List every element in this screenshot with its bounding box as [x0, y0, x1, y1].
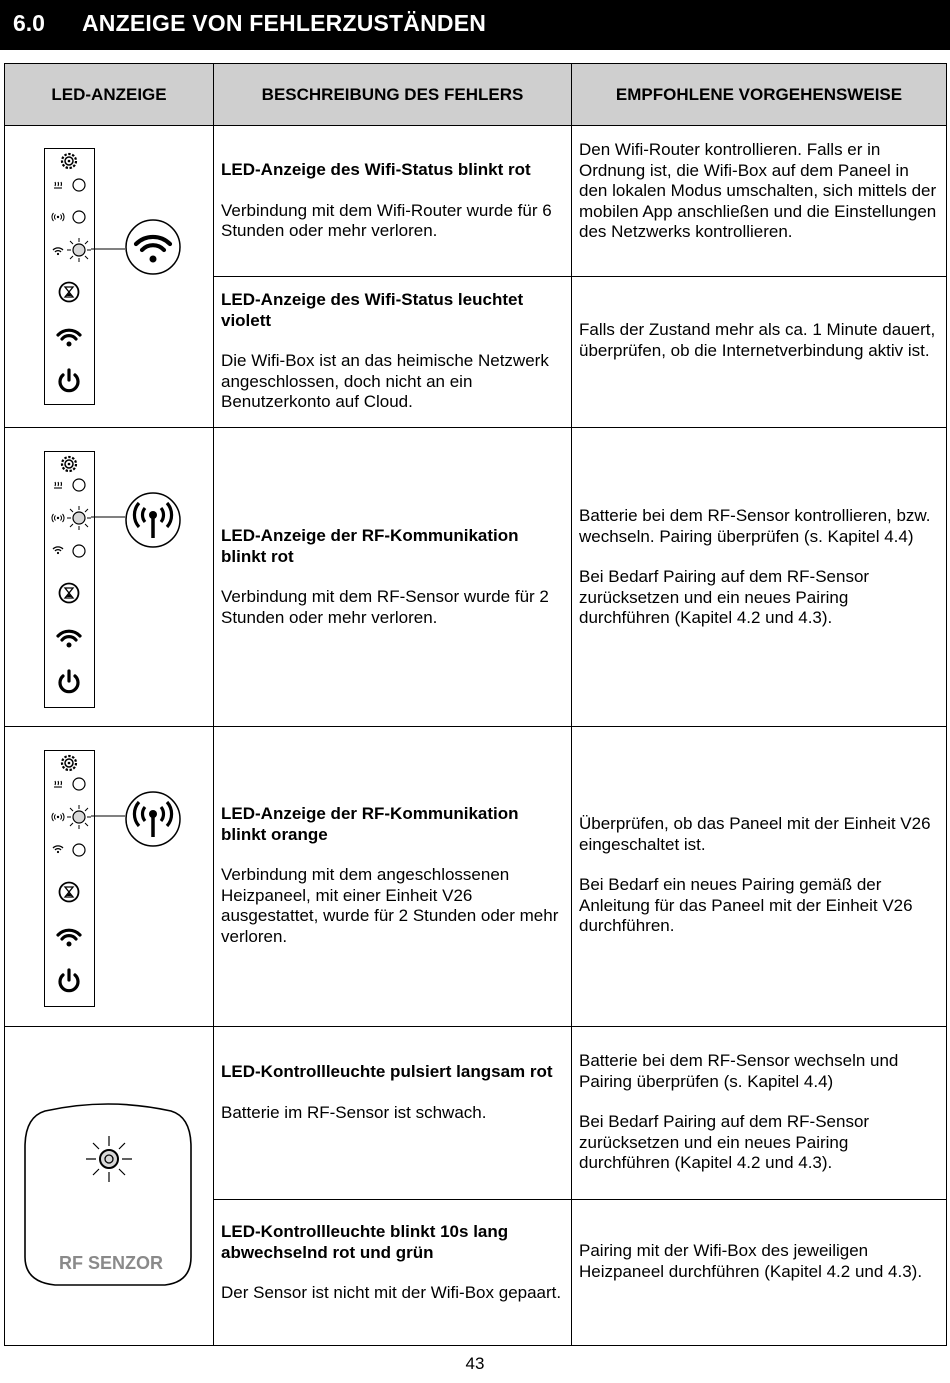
error-text: Die Wifi-Box ist an das heimische Netzwerk angeschlossen, doch nicht an ein Benutzerkonto auf Cloud.: [221, 351, 549, 411]
error-table: [4, 63, 947, 1346]
recommended-action-cell: [572, 1200, 947, 1346]
led-indicator-cell: [5, 727, 214, 1027]
power-icon: [60, 970, 78, 991]
recommended-action-cell: [572, 126, 947, 277]
error-title: LED-Kontrollleuchte blinkt 10s lang abwechselnd rot und grün: [221, 1222, 509, 1262]
action-text: Falls der Zustand mehr als ca. 1 Minute dauert, überprüfen, ob die Internetverbindung aktiv ist.: [579, 320, 936, 360]
error-title: LED-Anzeige des Wifi-Status leuchtet violett: [221, 290, 524, 330]
action-text-2: Bei Bedarf ein neues Pairing gemäß der Anleitung für das Paneel mit der Einheit V26 durchführen.: [579, 875, 913, 935]
page-number: 43: [465, 1354, 485, 1373]
error-title: LED-Anzeige des Wifi-Status blinkt rot: [221, 160, 531, 179]
recommended-action-cell: [572, 277, 947, 428]
error-title: LED-Anzeige der RF-Kommunikation blinkt rot: [221, 526, 519, 566]
recommended-action-cell: [572, 428, 947, 727]
led-indicator-cell: [5, 428, 214, 727]
error-title: LED-Kontrollleuchte pulsiert langsam rot: [221, 1062, 553, 1081]
action-text: Den Wifi-Router kontrollieren. Falls er in Ordnung ist, die Wifi-Box auf dem Paneel in den lokalen Modus umschalten, sich mittels der mobilen App anschließen und die Einstellungen des Netzwerks kontrollieren.: [579, 140, 937, 241]
error-title: LED-Anzeige der RF-Kommunikation blinkt orange: [221, 804, 519, 844]
sensor-label: RF SENZOR: [58, 1253, 164, 1273]
error-description-cell: [214, 1200, 572, 1346]
error-text: Der Sensor ist nicht mit der Wifi-Box gepaart.: [221, 1283, 562, 1302]
table-row: [5, 1027, 947, 1200]
error-text: Verbindung mit dem RF-Sensor wurde für 2 Stunden oder mehr verloren.: [221, 587, 549, 627]
action-text-2: Bei Bedarf Pairing auf dem RF-Sensor zurücksetzen und ein neues Pairing durchführen (Kapitel 4.2 und 4.3).: [579, 1112, 870, 1172]
rf-antenna-icon: [126, 493, 180, 547]
error-text: Verbindung mit dem Wifi-Router wurde für 6 Stunden oder mehr verloren.: [221, 200, 552, 240]
rf-sensor-device: [5, 1027, 214, 1345]
error-text: Verbindung mit dem angeschlossenen Heizpaneel, mit einer Einheit V26 ausgestattet, wurde für 2 Stunden oder mehr verloren.: [221, 865, 559, 946]
power-icon: [60, 671, 78, 692]
error-text: Batterie im RF-Sensor ist schwach.: [221, 1102, 487, 1122]
action-text-2: Bei Bedarf Pairing auf dem RF-Sensor zurücksetzen und ein neues Pairing durchführen (Kapitel 4.2 und 4.3).: [579, 567, 870, 627]
recommended-action-cell: [572, 727, 947, 1027]
section-title: ANZEIGE VON FEHLERZUSTÄNDEN: [82, 10, 487, 36]
table-row: [5, 126, 947, 277]
error-description-cell: [214, 428, 572, 727]
recommended-action-cell: [572, 1027, 947, 1200]
error-description-cell: [214, 126, 572, 277]
table-header-row: [5, 64, 947, 126]
wifi-icon: [58, 930, 80, 946]
callout: [5, 428, 214, 628]
header-error-description: BESCHREIBUNG DES FEHLERS: [214, 64, 572, 126]
led-indicator-cell: [5, 126, 214, 428]
action-text: Überprüfen, ob das Paneel mit der Einheit V26 eingeschaltet ist.: [579, 814, 931, 854]
led-indicator-cell: [5, 1027, 214, 1346]
rf-antenna-icon: [126, 792, 180, 846]
error-description-cell: [214, 1027, 572, 1200]
callout: [5, 126, 214, 426]
action-text: Batterie bei dem RF-Sensor wechseln und Pairing überprüfen (s. Kapitel 4.4): [579, 1051, 899, 1091]
section-header: [0, 0, 950, 50]
table-row: [5, 428, 947, 727]
header-recommended-action: EMPFOHLENE VORGEHENSWEISE: [572, 64, 947, 126]
section-number: 6.0: [13, 10, 45, 36]
callout: [5, 727, 214, 927]
error-description-cell: [214, 277, 572, 428]
wifi-icon: [126, 220, 180, 274]
error-description-cell: [214, 727, 572, 1027]
wifi-icon: [58, 631, 80, 647]
table-row: [5, 727, 947, 1027]
action-text: Pairing mit der Wifi-Box des jeweiligen Heizpaneel durchführen (Kapitel 4.2 und 4.3).: [579, 1241, 923, 1281]
action-text: Batterie bei dem RF-Sensor kontrollieren, bzw. wechseln. Pairing überprüfen (s. Kapitel 4.4): [579, 506, 931, 546]
header-led-indicator: LED-ANZEIGE: [5, 64, 214, 126]
